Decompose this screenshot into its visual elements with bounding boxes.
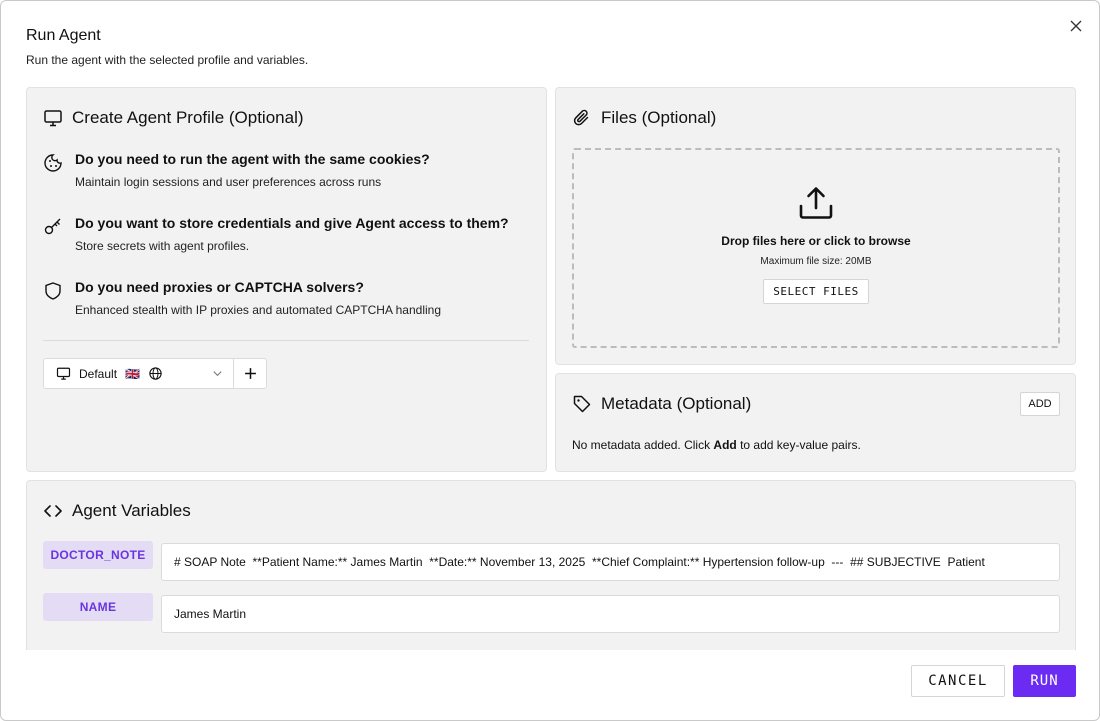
shield-icon [43,281,63,301]
question-desc: Store secrets with agent profiles. [75,239,250,253]
variable-row-name [43,593,1060,633]
monitor-icon [56,366,71,381]
metadata-empty-prefix: No metadata added. Click [572,438,714,452]
files-card [555,87,1076,365]
monitor-icon [43,108,63,128]
question-title: Do you need to run the agent with the same cookies? [75,151,430,167]
profile-card [26,87,547,472]
key-icon [43,217,63,237]
metadata-card-title [572,394,751,414]
profile-card-title [43,108,304,128]
dialog-title: Run Agent [26,27,101,44]
uk-flag-icon: 🇬🇧 [125,366,140,381]
file-dropzone[interactable] [572,148,1060,348]
globe-icon [148,366,163,381]
profile-dropdown[interactable] [44,359,234,388]
close-button[interactable] [1065,15,1087,37]
profile-heading: Create Agent Profile (Optional) [72,108,304,127]
paperclip-icon [572,108,592,128]
files-heading: Files (Optional) [601,108,717,127]
dropzone-title: Drop files here or click to browse [721,234,911,248]
variable-value-input[interactable] [161,543,1060,581]
chevron-down-icon [212,368,223,379]
divider [43,340,529,341]
profile-selector [43,358,267,389]
upload-icon [797,184,835,222]
cookie-icon [43,153,63,173]
question-desc: Maintain login sessions and user preferences across runs [75,175,382,189]
question-proxies [43,279,441,317]
question-credentials [43,215,509,253]
metadata-heading: Metadata (Optional) [601,394,752,413]
code-icon [43,501,63,521]
cancel-button[interactable]: CANCEL [911,665,1005,697]
metadata-empty-suffix: to add key-value pairs. [736,438,861,452]
dropzone-max-size: Maximum file size: 20MB [760,256,872,267]
metadata-empty-bold: Add [713,438,737,452]
variable-value-input[interactable] [161,595,1060,633]
variable-name: NAME [43,593,153,621]
plus-icon [244,367,257,380]
question-cookies [43,151,430,189]
variables-card-title [43,501,191,521]
variables-heading: Agent Variables [72,501,191,520]
variable-name: DOCTOR_NOTE [43,541,153,569]
files-card-title [572,108,716,128]
question-title: Do you want to store credentials and give Agent access to them? [75,215,509,231]
profile-name: Default [79,366,118,381]
run-button[interactable]: RUN [1013,665,1076,697]
metadata-card [555,373,1076,472]
select-files-button[interactable]: SELECT FILES [763,279,868,304]
close-icon [1070,20,1082,32]
tag-icon [572,394,592,414]
variables-card [26,480,1076,650]
metadata-empty-text [572,438,861,452]
dialog-subtitle: Run the agent with the selected profile and variables. [26,53,309,67]
question-desc: Enhanced stealth with IP proxies and automated CAPTCHA handling [75,303,441,317]
variable-row-doctor-note [43,541,1060,581]
question-title: Do you need proxies or CAPTCHA solvers? [75,279,364,295]
add-metadata-button[interactable]: ADD [1020,392,1060,416]
add-profile-button[interactable] [234,359,266,388]
